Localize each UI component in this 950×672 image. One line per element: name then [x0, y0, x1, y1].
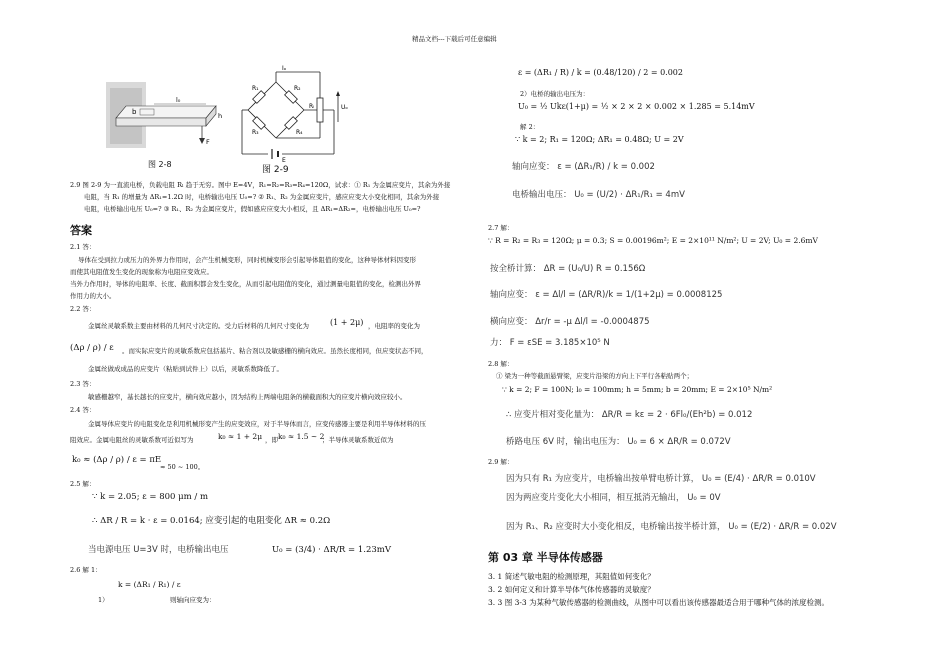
resistor-r3 [253, 117, 266, 130]
a22-line-3: 金属丝做成成品的应变片（粘贴到试件上）以后，灵敏系数降低了。 [88, 365, 283, 373]
a24-line-2b: ，即 [265, 436, 278, 444]
a25-formula-1: ∵ k = 2.05; ε = 800 μm / m [92, 492, 209, 502]
a25-formula-2: ∴ ΔR / R = k · ε = 0.0164; 应变引起的电阻变化 ΔR ≈ 0.2Ω [92, 516, 331, 526]
a29-formula-3: 因为 R₁、R₂ 应变时大小变化相反，电桥输出按半桥计算， U₀ = (E/2) · ΔR/R = 0.02V [506, 522, 837, 532]
a21-line-2: 而使其电阻值发生变化的现象称为电阻应变效应。 [70, 268, 213, 276]
label-F: F [206, 138, 210, 146]
resistor-r2 [285, 91, 298, 104]
a25-formula-3-eq: U₀ = (3/4) · ΔR/R = 1.23mV [272, 545, 391, 555]
a24-formula: k₀ ≈ (Δρ / ρ) / ε = πE [72, 455, 162, 465]
a27-given: ∵ R = R₂ = R₃ = 120Ω; μ = 0.3; S = 0.00196m²; E = 2×10¹¹ N/m²; U = 2V; U₀ = 2.6mV [488, 236, 818, 245]
a26-tail: 则轴向应变为： [170, 596, 216, 604]
r2-label: 2）电桥的输出电压为： [520, 90, 590, 98]
label-R3: R₃ [252, 129, 259, 136]
chapter-3-heading: 第 03 章 半导体传感器 [488, 551, 603, 564]
a24-line-2a: 阻效应。金属电阻丝的灵敏系数可近似写为 [70, 436, 194, 444]
a24-line-1: 金属导体应变片的电阻变化是利用机械形变产生的应变效应，对于半导体而言，应变传感器主要是利用半导体材料的压 [88, 420, 426, 428]
a22-line-1: 金属丝灵敏系数主要由材料的几何尺寸决定的。受力后材料的几何尺寸变化为 [88, 322, 309, 330]
page-banner: 精品文档---下载后可任意编辑 [412, 35, 497, 43]
a28-formula-1: ∵ k = 2; F = 100N; l₀ = 100mm; h = 5mm; b = 20mm; E = 2×10⁵ N/m² [502, 385, 773, 394]
a26-label: 2.6 解 1： [70, 566, 102, 574]
a23-label: 2.3 答： [70, 380, 96, 388]
a23-text: 敏感栅越窄，基长越长的应变片，横向效应越小，因为结构上两端电阻条的横截面积大的应变片横向效应较小。 [88, 393, 407, 401]
a22-line-1-tail: ，电阻率的变化为 [368, 322, 420, 330]
a24-range: ≈ 50 ~ 100。 [160, 463, 205, 471]
a25-label: 2.5 解： [70, 480, 96, 488]
a28-formula-2: ∴ 应变片相对变化量为： ΔR/R = kε = 2 · 6Fl₀/(Eh²b) = 0.012 [506, 410, 753, 420]
label-R4: R₄ [296, 129, 303, 136]
answer-heading: 答案 [70, 224, 92, 237]
q32: 3. 2 如何定义和计算半导体气体传感器的灵敏度？ [488, 585, 655, 594]
q31: 3. 1 简述气敏电阻的检测原理，其阻值如何变化？ [488, 572, 655, 581]
a29-label: 2.9 解： [488, 458, 514, 466]
a21-line-3: 当外力作用时，导体的电阻率、长度、截面积都会发生变化，从而引起电阻值的变化，通过测量电阻值的变化，检测出外界 [70, 280, 421, 288]
label-R2: R₂ [294, 85, 301, 92]
a26-step: 1） [98, 596, 109, 604]
a27-formula-3: 横向应变： Δr/r = -μ Δl/l = -0.0004875 [490, 317, 650, 327]
a22-label: 2.2 答： [70, 305, 96, 313]
r3-formula: ∵ k = 2; R₁ = 120Ω; ΔR₁ = 0.48Ω; U = 2V [515, 135, 684, 144]
a28-formula-3: 桥路电压 6V 时，输出电压为： U₀ = 6 × ΔR/R = 0.072V [506, 437, 731, 447]
a21-line-1: 导体在受到拉力或压力的外界力作用时，会产生机械变形，同时机械变形会引起导体阻值的变化，这种导体材料因变形 [78, 256, 416, 264]
a28-note: ① 梁为一种等截面悬臂梁，应变片沿梁的方向上下平行各粘贴两个； [496, 372, 694, 380]
a27-label: 2.7 解： [488, 224, 514, 232]
a27-formula-2: 轴向应变： ε = Δl/l = (ΔR/R)/k = 1/(1+2μ) = 0.0008125 [490, 290, 723, 300]
a24-k0-metal: k₀ ≈ 1 + 2μ [218, 432, 263, 441]
a28-label: 2.8 解： [488, 360, 514, 368]
label-E: E [282, 157, 286, 162]
label-RL: Rₗ [309, 103, 315, 110]
a21-line-4: 作用力的大小。 [70, 292, 116, 300]
a22-formula-2: (Δρ / ρ) / ε [70, 343, 114, 353]
resistor-r4 [285, 117, 298, 130]
a26-k-formula: k = (ΔR₁ / R₁) / ε [118, 580, 181, 589]
r3-label: 解 2： [520, 123, 540, 131]
label-b: b [132, 108, 137, 116]
q33: 3. 3 图 3-3 为某种气敏传感器的检测曲线，从图中可以看出该传感器最适合用于哪种气体的浓度检测。 [488, 598, 830, 607]
a22-line-2: 。而实际应变片的灵敏系数应包括基片、粘合剂以及敏感栅的横向效应。虽然长度相同，但应变状态不同， [122, 347, 428, 355]
r5-formula: 电桥输出电压： U₀ = (U/2) · ΔR₁/R₁ = 4mV [512, 190, 685, 200]
beam-side [116, 118, 206, 126]
a24-label: 2.4 答： [70, 406, 96, 414]
fig28-caption: 图 2-8 [148, 160, 172, 169]
a24-line-2c: ；半导体灵敏系数近似为 [322, 436, 394, 444]
beam-top [116, 106, 216, 118]
a24-k0-range: k₀ ≈ 1.5 ~ 2 [278, 432, 325, 441]
a27-formula-1: 按全桥计算： ΔR = (U₀/U) R = 0.156Ω [490, 264, 646, 274]
a29-formula-1: 因为只有 R₁ 为应变片，电桥输出按单臂电桥计算， U₀ = (E/4) · ΔR/R = 0.010V [506, 474, 816, 484]
resistor-r1 [253, 91, 266, 104]
r2-formula: U₀ = ½ Ukε(1+μ) = ½ × 2 × 2 × 0.002 × 1.285 = 5.14mV [518, 102, 755, 111]
q29-line-2: 电阻，当 R₁ 的增量为 ΔR₁=1.2Ω 时，电桥输出电压 U₀=? ② R₁、R₂ 为金属应变片，感应应变大小变化相同，其余为外接 [84, 193, 440, 201]
a22-formula-1: (1 + 2μ) [330, 318, 364, 327]
label-h: h [218, 112, 223, 120]
label-R1: R₁ [252, 85, 259, 92]
a27-formula-4: 力： F = εSE = 3.185×10⁵ N [490, 338, 610, 348]
resistor-rl [317, 98, 323, 122]
a25-formula-3-text: 当电源电压 U=3V 时，电桥输出电压 [88, 545, 229, 555]
r1-formula: ε = (ΔR₁ / R) / k = (0.48/120) / 2 = 0.002 [518, 68, 683, 77]
label-U0: Uₒ [341, 104, 348, 111]
fig29-caption: 图 2-9 [262, 165, 289, 175]
q29-line-1: 2.9 图 2-9 为一直流电桥，负载电阻 Rₗ 趋于无穷。图中 E=4V，R₁=R₂=R₃=R₄=120Ω，试求：① R₁ 为金属应变片，其余为外接 [70, 181, 451, 189]
figure-2-8-beam [88, 78, 238, 158]
a29-formula-2: 因为两应变片变化大小相同，相互抵消无输出， U₀ = 0V [506, 493, 721, 503]
figure-2-9-bridge [238, 62, 356, 162]
r4-formula: 轴向应变： ε = (ΔR₁/R) / k = 0.002 [512, 162, 655, 172]
q29-line-3: 电阻，电桥输出电压 U₀=? ③ R₁、R₂ 为金属应变片，假如感应应变大小相反，且 ΔR₁=ΔR₂=，电桥输出电压 U₀=? [84, 205, 421, 213]
label-Io: Iₒ [282, 65, 287, 72]
a21-label: 2.1 答： [70, 243, 96, 251]
label-l0: l₀ [176, 96, 181, 104]
